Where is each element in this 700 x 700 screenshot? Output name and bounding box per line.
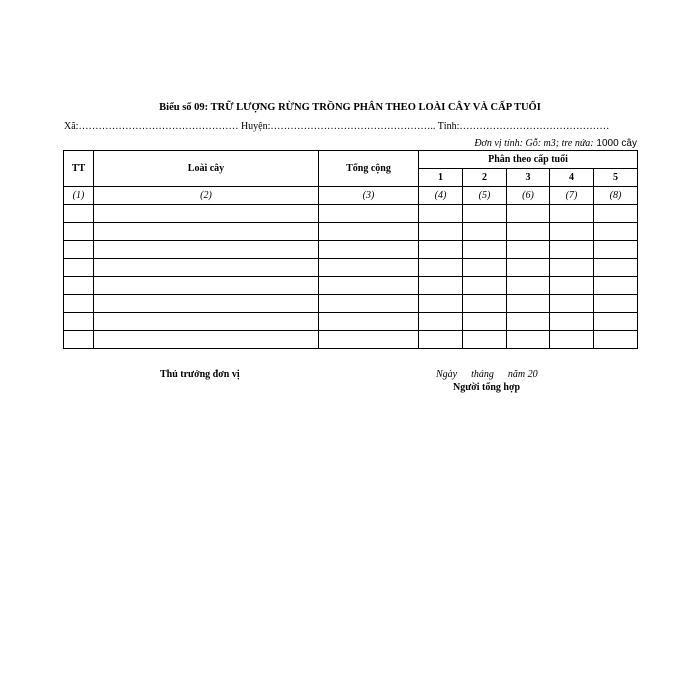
table-cell [550, 313, 594, 331]
table-cell [507, 277, 550, 295]
unit-note-italic: Đơn vị tính: Gỗ: m3; tre nứa: [474, 138, 594, 149]
unit-note [474, 138, 637, 149]
table-cell [550, 205, 594, 223]
table-cell [319, 331, 419, 349]
table-cell [594, 241, 638, 259]
table-cell [463, 241, 507, 259]
table-cell [319, 277, 419, 295]
table-cell [507, 313, 550, 331]
table-row [64, 241, 638, 259]
column-number-row [64, 187, 638, 205]
table-cell [594, 295, 638, 313]
table-cell [94, 259, 319, 277]
table-cell [463, 259, 507, 277]
date-line [436, 369, 552, 380]
table-cell [319, 259, 419, 277]
column-number: (2) [94, 187, 319, 205]
table-cell [64, 277, 94, 295]
table-cell [550, 295, 594, 313]
table-cell [507, 331, 550, 349]
column-number: (5) [463, 187, 507, 205]
table-cell [319, 241, 419, 259]
table-cell [94, 295, 319, 313]
table-cell [319, 313, 419, 331]
header-species: Loài cây [94, 151, 319, 187]
table-cell [463, 223, 507, 241]
table-cell [550, 241, 594, 259]
table-cell [419, 295, 463, 313]
date-month-label: tháng [471, 369, 494, 380]
table-cell [64, 313, 94, 331]
column-number: (6) [507, 187, 550, 205]
table-cell [594, 331, 638, 349]
table-cell [550, 331, 594, 349]
table-row [64, 277, 638, 295]
table-row [64, 205, 638, 223]
column-number: (8) [594, 187, 638, 205]
address-line: Xã:………………………………………… Huyện:………………………………………….. Tỉnh:……………………………………… [64, 121, 610, 132]
header-age-class-4: 4 [550, 169, 594, 187]
header-age-class-2: 2 [463, 169, 507, 187]
header-age-class-1: 1 [419, 169, 463, 187]
table-cell [94, 205, 319, 223]
table-cell [507, 205, 550, 223]
column-number: (3) [319, 187, 419, 205]
table-cell [594, 205, 638, 223]
form-title: Biểu số 09: TRỮ LƯỢNG RỪNG TRỒNG PHÂN THEO LOÀI CÂY VÀ CẤP TUỔI [159, 102, 541, 113]
unit-head-signature-label: Thủ trưởng đơn vị [160, 369, 240, 380]
table-cell [319, 205, 419, 223]
table-cell [319, 223, 419, 241]
table-cell [94, 313, 319, 331]
table-cell [463, 277, 507, 295]
table-cell [463, 313, 507, 331]
table-row [64, 295, 638, 313]
date-year-label: năm 20 [507, 369, 538, 380]
table-cell [594, 313, 638, 331]
table-row [64, 259, 638, 277]
header-by-age-class: Phân theo cấp tuổi [419, 151, 638, 169]
table-cell [594, 259, 638, 277]
volume-table [63, 150, 638, 349]
table-cell [319, 295, 419, 313]
table-row [64, 223, 638, 241]
table-cell [419, 205, 463, 223]
table-cell [94, 223, 319, 241]
unit-note-plain: 1000 cây [593, 138, 637, 149]
table-cell [463, 295, 507, 313]
table-row [64, 331, 638, 349]
column-number: (4) [419, 187, 463, 205]
header-tt: TT [64, 151, 94, 187]
table-cell [594, 277, 638, 295]
table-cell [419, 277, 463, 295]
header-total: Tổng cộng [319, 151, 419, 187]
table-body [64, 205, 638, 349]
table-cell [94, 241, 319, 259]
table-cell [64, 295, 94, 313]
table-cell [594, 223, 638, 241]
header-age-class-5: 5 [594, 169, 638, 187]
table-cell [507, 223, 550, 241]
table-cell [419, 331, 463, 349]
column-number: (1) [64, 187, 94, 205]
table-cell [507, 259, 550, 277]
table-cell [419, 259, 463, 277]
table-cell [550, 223, 594, 241]
table-cell [94, 277, 319, 295]
table-cell [64, 259, 94, 277]
table-cell [419, 313, 463, 331]
table-cell [463, 331, 507, 349]
table-cell [507, 295, 550, 313]
table-cell [64, 223, 94, 241]
table-cell [64, 241, 94, 259]
compiler-signature-label: Người tổng hợp [453, 382, 521, 393]
table-cell [94, 331, 319, 349]
table-cell [64, 205, 94, 223]
table-cell [550, 259, 594, 277]
table-cell [507, 241, 550, 259]
table-cell [463, 205, 507, 223]
table-cell [419, 241, 463, 259]
column-number: (7) [550, 187, 594, 205]
table-cell [64, 331, 94, 349]
header-age-class-3: 3 [507, 169, 550, 187]
table-cell [419, 223, 463, 241]
table-row [64, 313, 638, 331]
table-cell [550, 277, 594, 295]
date-day-label: Ngày [436, 369, 458, 380]
